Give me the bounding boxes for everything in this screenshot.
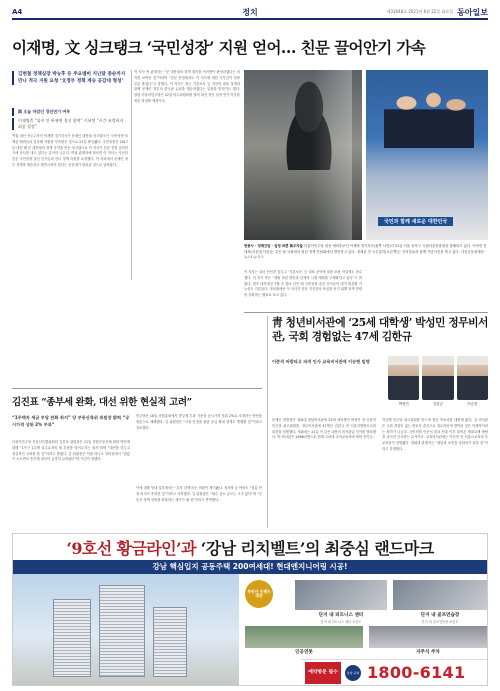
photo-cemetery-visit bbox=[244, 70, 362, 240]
column-divider bbox=[131, 70, 132, 280]
mid-right-body-col1: 이 지사는 출마 선언을 앞두고 ‘기본소득’ 등 대표 공약에 대한 보완 작업에도 착수했다. 이 지사 측은 “재원 마련 방안과 단계적 시행 계획을 구체화하고 있다”고 밝혔다. 캠프 내부에선 7월 초 출마 선언 때 국민성장 출신 인사들이 대거 합류할 가능성도 거론된다. 정치권에선 이 지사가 친문 지지층의 표심을 얻기 위해 정책 연대를 강화하는 행보로 보고 있다. bbox=[244, 270, 362, 298]
lead-body-col2: 이 지사 측 관계자는 “문 대통령의 정책 철학을 이어받아 완성하겠다는 의지를 보여준 것”이라며 “친문 진영에서도 이 지사에 대한 거부감이 상당 부분 줄었다”고 말했다. 이 지사는 최근 기본소득 등 자신의 대표 정책과 함께 문재인 정부의 한국판 뉴딜을 계승하겠다는 입장을 밝히기도 했다. 한편 더불어민주당은 22일 당무위원회를 열어 대선 경선 일정 연기 여부를 최종 결정할 예정이다. bbox=[134, 70, 240, 103]
ad-thumbnail-golf bbox=[393, 580, 487, 610]
portrait-row bbox=[388, 356, 488, 414]
tower-shape bbox=[153, 607, 187, 677]
edition-info: 제31648호 2021년 6월 22일 화요일 bbox=[386, 9, 454, 14]
ad-building-rendering bbox=[13, 574, 239, 686]
photo-banner-text: 국민과 함께 새로운 대한민국 bbox=[378, 217, 453, 226]
ad-thumbnail-fitness-label: 단지 내 피트니스 센터 bbox=[318, 613, 364, 618]
ad-headline-part-a: ‘9호선 황금라인’과 bbox=[66, 538, 196, 558]
right-article-title: 靑 청년비서관에 ‘25세 대학생’ 박성민 정무비서관, 국회 경험없는 47세 김한규 bbox=[272, 316, 488, 343]
portrait-name: 박성민 bbox=[398, 402, 409, 406]
left-article-subhead: “1주택자 세금 부담 완화 취지” 당 부동산특위 위원장 밝혀 “공시가격 상위 2% 부과” bbox=[12, 415, 130, 427]
left-article-body-col1: 더불어민주당 부동산특별위원회 김진표 위원장은 21일 종합부동산세 완화 방안에 대해 “1가구 1주택 실수요자의 세 부담을 덜어주자는 취지”라며 “대선을 앞두고 현실적인 고려를 한 것”이라고 밝혔다. 김 위원장은 이날 라디오 인터뷰에서 “집값이 오르면서 종부세 대상이 급격히 늘어났다”며 이같이 말했다. bbox=[12, 440, 130, 462]
portrait-name: 김한규 bbox=[432, 402, 444, 406]
ad-thumbnail-parking-label: 자주식 주차 bbox=[416, 650, 440, 655]
portrait-photo bbox=[388, 356, 419, 400]
ad-phone-number[interactable]: 1800-6141 bbox=[367, 663, 466, 682]
ad-band-text: 강남 핵심입지 공동주택 200여세대! 현대엔지니어링 시공! bbox=[13, 560, 487, 574]
portrait-1 bbox=[388, 356, 419, 414]
ad-headline-part-b: ‘강남 리치벨트’의 최중심 랜드마크 bbox=[200, 538, 434, 558]
award-badge-text: 부동산 브랜드 대상 bbox=[247, 588, 271, 598]
ad-thumbnail-pond bbox=[245, 626, 363, 648]
ad-thumbnail-pond-label: 인공연못 bbox=[295, 650, 313, 655]
photo-caption-text: 더불어민주당 대선 예비후보인 이재명 경기지사(왼쪽 사진)가 21일 서울 동작구 국립서울현충원을 참배하고 있다. 이낙연 전 대표(가운데 사진)는 같은 날 국회에서 열린 정책 간담회에서 발언하고 있다. 정세균 전 국무총리(오른쪽)는 지지자들과 함께 기념사진을 찍고 있다. 사진공동취재단·뉴스1·뉴시스 bbox=[244, 244, 487, 259]
left-article-body-col3: 이에 대해 당내 일부에서는 ‘부자 감세’라는 비판이 제기됐다. 정의당 등 야당도 “집값 안정 의지가 후퇴한 것”이라고 지적했다. 김 위원장은 “세수 감소 규모는 크지 않다”며 “부동산 정책 신뢰를 회복하는 계기가 될 것”이라고 반박했다. bbox=[136, 486, 262, 502]
page-number: A4 bbox=[12, 8, 23, 16]
tower-shape bbox=[99, 585, 145, 677]
column-divider bbox=[267, 316, 268, 528]
section-divider bbox=[244, 312, 488, 313]
ad-headline bbox=[66, 536, 433, 559]
real-estate-ad[interactable] bbox=[12, 533, 488, 686]
ad-headline-bar bbox=[13, 534, 487, 560]
tower-shape bbox=[53, 599, 91, 677]
right-article-body-col1: 문재인 대통령이 청와대 청년비서관에 25세 대학생인 박성민 전 더불어민주당 최고위원을, 정무비서관에 47세인 김한규 전 서울지방변호사회 회장을 임명했다. 청와대는 21일 이 같은 내용의 비서관급 인사를 발표했다. 박 비서관은 1996년생으로 현재 고려대 국어교육과에 재학 중이다. bbox=[272, 418, 376, 440]
right-article-subhead: 이준석 바람타고 파격 인사 교육비서관에 이승현 임명 bbox=[272, 359, 370, 364]
award-badge bbox=[245, 580, 273, 608]
photo-caption-title: 현충사 · 정책간담 · 일정 바쁜 與주자들 bbox=[244, 244, 303, 248]
portrait-3 bbox=[457, 356, 488, 414]
ad-thumbnail-parking bbox=[369, 626, 487, 648]
ad-thumbnail-golf-sub: 단지 내 골프연습장 조감도 bbox=[421, 620, 459, 624]
section-title: 정치 bbox=[242, 7, 258, 17]
ad-call-label: 예약방문 필수 bbox=[305, 662, 341, 684]
section-divider bbox=[12, 388, 262, 389]
portrait-name: 이승현 bbox=[467, 402, 478, 406]
ad-contact-box[interactable] bbox=[301, 659, 487, 685]
lead-subhead-2: 이재명측 “룰이 안 바뀌면 경선 참여” 이낙연 “시간 조정하자 최종 결정” bbox=[12, 118, 128, 130]
lead-subhead: 김현철 정책실장 박능후 등 주요멤버 지난달 중순까지 만나 적극 지원 요청 ‘文정부 정책 계승 공감대 형성’ bbox=[12, 71, 128, 85]
right-article-body-col2: 지난해 민주당 최고위원을 맡으며 청년 목소리를 대변해 왔다. 김 비서관은 국회 경험이 없는 변호사 출신으로 정무라인에 발탁된 것은 이례적이라는 평가가 나온다. 국민의힘 이준석 대표 선출 이후 불어온 세대교체 바람을 의식한 인사라는 분석이다. 교육비서관에는 이승현 전 서울시교육청 부교육감이 임명됐다. 청와대 관계자는 “청년과 소통을 강화하기 위한 것”이라고 설명했다. bbox=[382, 418, 488, 451]
photo-policy-meeting bbox=[366, 70, 488, 240]
ad-thumbnail-fitness-sub: 단지 내 피트니스 센터 조감도 bbox=[320, 620, 362, 624]
main-headline: 이재명, 文 싱크탱크 ‘국민성장’ 지원 얻어… 친문 끌어안기 가속 bbox=[12, 38, 426, 57]
photo-caption bbox=[244, 244, 488, 266]
page-header bbox=[12, 6, 488, 20]
left-article-body-col2: 민주당은 18일 의원총회에서 종부세 부과 기준을 공시가격 상위 2%로 조정하는 방안을 당론으로 채택했다. 김 위원장은 “시장 안정을 위한 공급 확대 정책도 병행할 것”이라고 강조했다. bbox=[136, 414, 262, 430]
lead-body-col1: 여권 대선 선두주자인 이재명 경기지사가 문재인 대통령 싱크탱크인 ‘국민성장’의 핵심 멤버들과 접촉해 지원을 약속받은 것으로 21일 확인됐다. 국민성장은 2017년 대선 때 문 대통령의 정책 공약을 만든 싱크탱크로 이 지사가 친문 진영 끌어안기에 속도를 내고 있다는 분석이 나온다. 여권 관계자에 따르면 이 지사는 지난달 중순 국민성장 출신 인사들과 만나 정책 지원을 요청했다. 이 자리에서 문재인 정부 정책을 계승하고 발전시켜야 한다는 공감대가 형성된 것으로 알려졌다. bbox=[12, 134, 128, 167]
masthead bbox=[387, 7, 488, 18]
portrait-photo bbox=[422, 356, 453, 400]
newspaper-logo: 동아일보 bbox=[457, 6, 488, 17]
ad-inquiry-badge: 분양 문의 bbox=[345, 665, 361, 681]
ad-thumbnail-fitness bbox=[295, 580, 387, 610]
ad-thumbnail-golf-label: 단지 내 골프연습장 bbox=[420, 613, 460, 618]
lead-subhead-2-title: 與 오늘 마감인 경선연기 여부 bbox=[12, 108, 128, 116]
portrait-photo bbox=[457, 356, 488, 400]
portrait-2 bbox=[422, 356, 453, 414]
left-article-title: 김진표 “종부세 완화, 대선 위한 현실적 고려” bbox=[12, 397, 192, 408]
